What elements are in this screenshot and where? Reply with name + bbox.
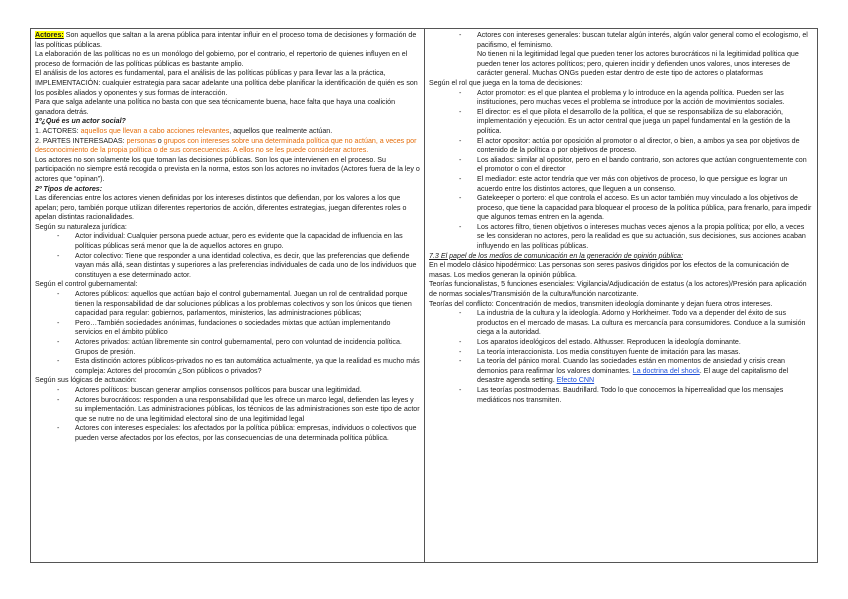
list-item: - Actores públicos: aquellos que actúan bajo el control gubernamental. Juegan un rol de centralidad porque tienen la responsabilidad de dar soluciones públicas a los problemas colectivos y son los únicos que tienen capacidad para regular: gobiernos, parlamentos, ministerios, las administraciones públicas; — [35, 290, 420, 319]
logicas-heading: Según sus lógicas de actuación: — [35, 376, 137, 385]
logicas-list — [35, 386, 420, 444]
funcionalistas-paragraph: Teorías funcionalistas, 5 funciones esenciales: Vigilancia/Adjudicación de estatus (a los actores)/Presión para aplicación de normas sociales/Transmisión de la cultura/función narcotizante. — [429, 280, 807, 299]
actores-heading: Actores: — [35, 31, 64, 39]
juridica-heading: Según su naturaleza jurídica: — [35, 222, 127, 231]
juridica-list — [35, 232, 420, 280]
list-item: - Actores con intereses generales: buscan tutelar algún interés, algún valor general como el ecologismo, el pacifismo, el feminismo. No tienen ni la legitimidad legal que pueden tener los actores burocráticos ni la legitimidad política que pueden tener los actores políticos; pero, quieren incidir y defienden unos valores, unos intereses de carácter general. Muchas ONGs pueden estar dentro de este tipo de actores o plataformas — [429, 31, 813, 79]
list-item: - Actores privados: actúan libremente sin control gubernamental, pero con voluntad de incidencia política. Grupos de presión. — [35, 338, 420, 357]
list-item: - Actores con intereses especiales: los afectados por la política pública: empresas, individuos o colectivos que pueden verse afectados por los efectos, por las consecuencias de una determinada política pública. — [35, 424, 420, 443]
tipos-heading: 2º Tipos de actores: — [35, 184, 103, 193]
list-item: - Gatekeeper o portero: el que controla el acceso. Es un actor también muy vinculado a los objetivos de proceso, que tiene la capacidad para bloquear el proceso de la política pública, para frenarlo, para impedir que algunos temas entren en la agenda. — [429, 194, 813, 223]
list-item: - Los actores filtro, tienen objetivos o intereses muchas veces ajenos a la propia política; por ello, a veces se les consideran no actores, pero la realidad es que su actuación, sus decisiones, sus acciones acaban influyendo en las políticas públicas. — [429, 223, 813, 252]
list-item: - El director: es el que pilota el desarrollo de la política, el que se responsabiliza de su elaboración, implementación y ejecución. Es un actor central que juega un papel fundamental en la gestión de la política. — [429, 108, 813, 137]
list-item: - Pero…También sociedades anónimas, fundaciones o sociedades mixtas que actúan implementando servicios en el ámbito público — [35, 319, 420, 338]
list-item: - La teoría del pánico moral. Cuando las sociedades están en momentos de ansiedad y crisis crean demonios para reafirmar los valores dominantes. La doctrina del shock. El auge del capitalismo del desastre agenda setting. Efecto CNN — [429, 357, 813, 386]
list-item: - Actor promotor: es el que plantea el problema y lo introduce en la agenda política. Pueden ser las instituciones, pero muchas veces el problema se introduce por la acción de movimientos sociales. — [429, 89, 813, 108]
actores-definition: 1. ACTORES: aquellos que llevan a cabo acciones relevantes, aquellos que realmente actúan. — [35, 126, 333, 135]
list-item: - Los aliados: similar al opositor, pero en el bando contrario, son actores que actúan congruentemente con el promotor o con el director — [429, 156, 813, 175]
rol-list — [429, 89, 813, 252]
list-item: - Actores políticos: buscan generar amplios consensos políticos para buscar una legitimidad. — [35, 386, 420, 396]
document-page — [30, 28, 818, 563]
hipodermico-paragraph: En el modelo clásico hipodérmico: Las personas son seres pasivos dirigidos por los efectos de la comunicación de masas. Los medios generan la opinión pública. — [429, 261, 790, 279]
elaboracion-paragraph: La elaboración de las políticas no es un monólogo del gobierno, por el contrario, el repertorio de quienes influyen en el proceso de formación de las políticas públicas es bastante amplio. — [35, 50, 408, 68]
coalicion-paragraph: Para que salga adelante una política no basta con que sea técnicamente buena, hace falta que haya una coalición ganadora detrás. — [35, 98, 396, 116]
control-heading: Según el control gubernamental: — [35, 280, 138, 289]
efecto-cnn-link[interactable]: Efecto CNN — [556, 376, 595, 385]
list-item: - Las teorías postmodernas. Baudrillard. Todo lo que conocemos la hiperrealidad que los mensajes mediáticos nos transmiten. — [429, 386, 813, 405]
no-invitados-paragraph: Los actores no son solamente los que toman las decisiones públicas. Son los que intervienen en el proceso. Su participación no siempre está recogida o prevista en la norma, estos son los actores no invitados (Actores fuera de la ley o actores que “opinan”). — [35, 155, 420, 183]
doctrina-shock-link[interactable]: La doctrina del shock — [632, 366, 700, 375]
teorias-list — [429, 309, 813, 405]
list-item: - Actor individual: Cualquier persona puede actuar, pero es evidente que la capacidad de influencia en las políticas públicas será menor que la de aquellos actores en grupo. — [35, 232, 420, 251]
list-item: - La industria de la cultura y la ideología. Adorno y Horkheimer. Todo va a depender del éxito de sus productos en el mercado de masas. La cultura es mercancía para consumidores. Conduce a la sumisión ciega a la autoridad. — [429, 309, 813, 338]
rol-heading: Según el rol que juega en la toma de decisiones: — [429, 78, 583, 87]
partes-definition: 2. PARTES INTERESADAS: personas o grupos con intereses sobre una determinada política que no actúan, a veces por desconocimiento de la propia política o de sus consecuencias. A ellos no se les puede considerar actores. — [35, 136, 417, 155]
diferencias-paragraph: Las diferencias entre los actores vienen definidas por los intereses distintos que defiendan, por los valores a los que apelan; pero, también porque utilizan diferentes repertorios de acción, diferentes estrategias, juegan diferentes roles o apelan distintas racionalidades. — [35, 194, 407, 222]
section-7-3-heading: 7.3 El papel de los medios de comunicación en la generación de opinión pública: — [429, 251, 683, 260]
list-item: - El actor opositor: actúa por oposición al promotor o al director, o bien, a ambos ya sea por objetivos de contenido de la política o por objetivos de proceso. — [429, 137, 813, 156]
actor-social-heading: 1º¿Qué es un actor social? — [35, 117, 126, 126]
list-item: - Actores burocráticos: responden a una responsabilidad que les ofrece un marco legal, defienden las leyes y su implementación. Las administraciones públicas, los técnicos de las administraciones son este tipo de actor que se nutre no de una legitimidad electoral sino de una legitimidad legal — [35, 396, 420, 425]
analisis-paragraph: El análisis de los actores es fundamental, para el análisis de las políticas públicas y para llevar las a la práctica, IMPLEMENTACIÓN: cualquier estrategia para sacar adelante una política debe planificar la identificación de quién es son los posibles aliados y oponentes y sus formas de interacción. — [35, 69, 418, 97]
list-item: - Esta distinción actores públicos-privados no es tan automática actualmente, ya que la realidad es mucho más compleja: Actores del procomún ¿Son públicos o privados? — [35, 357, 420, 376]
list-item: - Actor colectivo: Tiene que responder a una identidad colectiva, es decir, que las preferencias que defiende vayan más allá, sean distintas y superiores a las preferencias individuales de cada uno de los individuos que constituyen a ese determinado actor. — [35, 252, 420, 281]
list-item: - La teoría interaccionista. Los media constituyen fuente de imitación para las masas. — [429, 348, 813, 358]
intro-paragraph: Actores: Son aquellos que saltan a la arena pública para intentar influir en el proceso toma de decisiones y formación de las políticas públicas. — [35, 31, 417, 49]
generales-list — [429, 31, 813, 79]
list-item: - El mediador: este actor tendría que ver más con objetivos de proceso, lo que persigue es lograr un acuerdo entre los distintos actores, que lleguen a un consenso. — [429, 175, 813, 194]
conflicto-paragraph: Teorías del conflicto: Concentración de medios, transmiten ideología dominante y dejan fuera otros intereses. — [429, 299, 773, 308]
left-column — [31, 29, 425, 562]
list-item: - Los aparatos ideológicos del estado. Althusser. Reproducen la ideología dominante. — [429, 338, 813, 348]
control-list — [35, 290, 420, 376]
right-column — [425, 29, 817, 562]
